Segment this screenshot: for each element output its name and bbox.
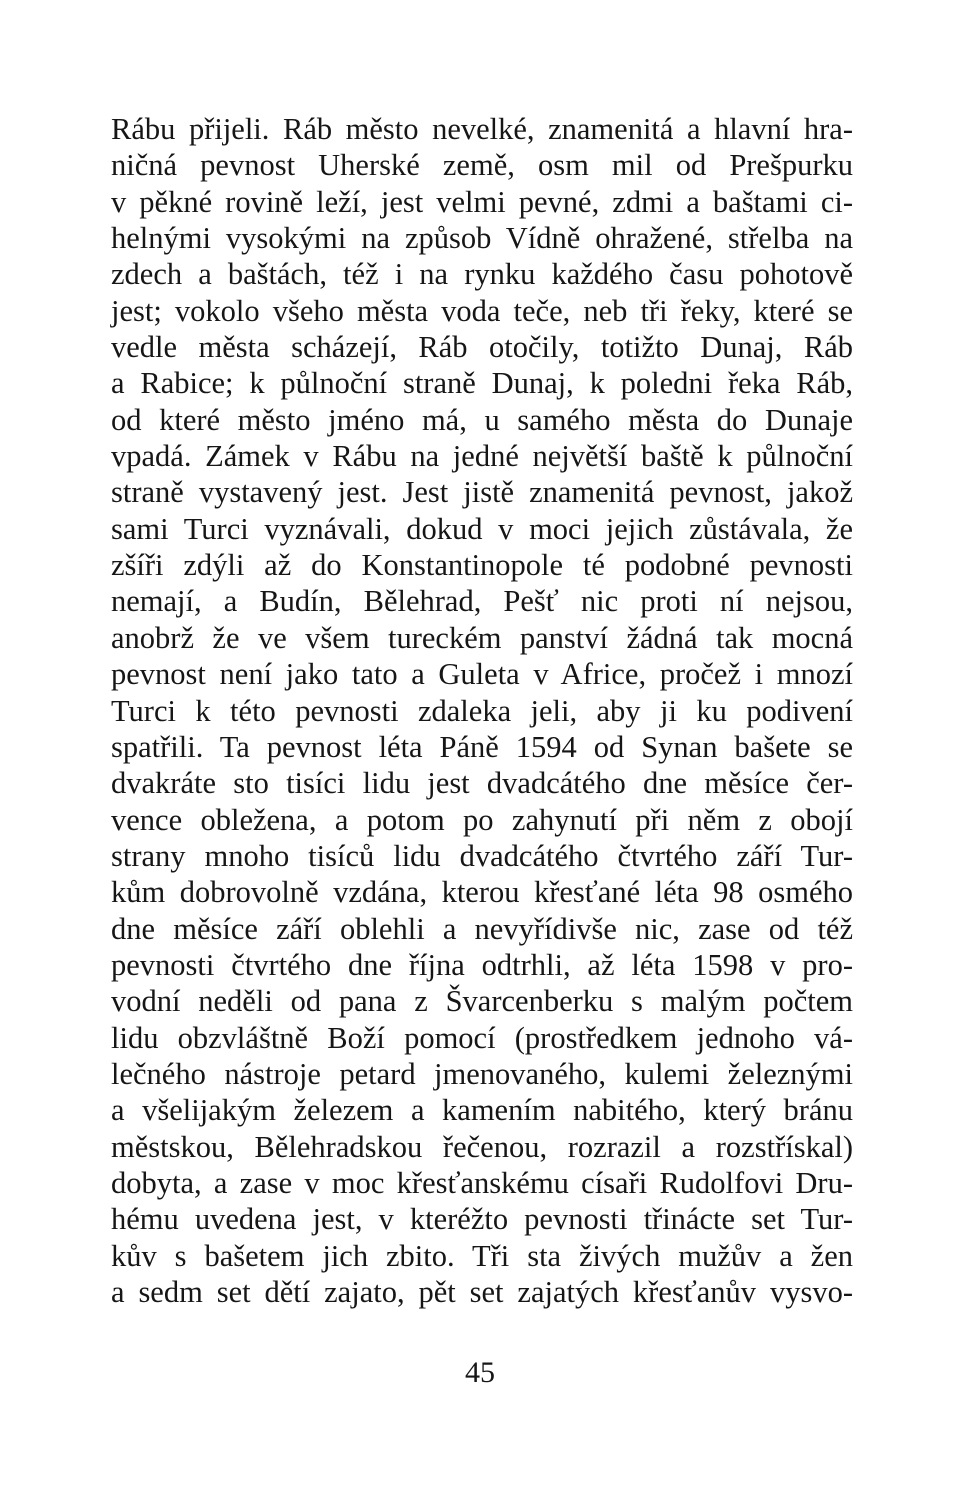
body-text <box>111 111 853 1310</box>
text-line: dne měsíce září oblehli a nevyřídivše nic, zase od též <box>111 911 853 946</box>
text-line: dvakráte sto tisíci lidu jest dvadcátého dne měsíce čer- <box>111 766 853 801</box>
text-line: pevnost není jako tato a Guleta v Africe, pročež i mnozí <box>111 657 853 692</box>
text-line: a sedm set dětí zajato, pět set zajatých křesťanův vysvo- <box>111 1275 853 1309</box>
text-line: kův s bašetem jich zbito. Tři sta živých mužův a žen <box>111 1238 853 1273</box>
text-line: jest; vokolo všeho města voda teče, neb tři řeky, které se <box>111 293 853 328</box>
text-line: vence obležena, a potom po zahynutí při něm z obojí <box>111 802 853 837</box>
text-line: vedle města scházejí, Ráb otočily, totižto Dunaj, Ráb <box>111 330 853 365</box>
text-line: v pěkné rovině leží, jest velmi pevné, zdmi a baštami ci- <box>111 184 853 219</box>
text-line: sami Turci vyznávali, dokud v moci jejich zůstávala, že <box>111 511 853 546</box>
text-line: straně vystavený jest. Jest jistě znamenitá pevnost, jakož <box>111 475 853 510</box>
text-line: kům dobrovolně vzdána, kterou křesťané léta 98 osmého <box>111 875 853 910</box>
text-line: dobyta, a zase v moc křesťanskému císaři Rudolfovi Dru- <box>111 1165 853 1200</box>
text-line: Rábu přijeli. Ráb město nevelké, znamenitá a hlavní hra- <box>111 112 853 146</box>
text-line: ničná pevnost Uherské země, osm mil od Prešpurku <box>111 148 853 183</box>
text-line: lečného nástroje petard jmenovaného, kulemi železnými <box>111 1056 853 1091</box>
text-line: zdech a baštách, též i na rynku každého času pohotově <box>111 257 853 292</box>
text-line: pevnosti čtvrtého dne října odtrhli, až léta 1598 v pro- <box>111 947 853 982</box>
text-line: nemají, a Budín, Bělehrad, Pešť nic proti ní nejsou, <box>111 584 853 619</box>
text-line: od které město jméno má, u samého města do Dunaje <box>111 402 853 437</box>
text-line: a všelijakým železem a kamením nabitého, který bránu <box>111 1093 853 1128</box>
text-line: lidu obzvláštně Boží pomocí (prostředkem jednoho vá- <box>111 1020 853 1055</box>
page-number: 45 <box>465 1356 495 1389</box>
text-line: anobrž že ve všem tureckém panství žádná tak mocná <box>111 620 853 655</box>
text-line: Turci k této pevnosti zdaleka jeli, aby ji ku podivení <box>111 693 853 728</box>
text-line: vpadá. Zámek v Rábu na jedné největší baště k půlnoční <box>111 439 853 474</box>
text-line: spatřili. Ta pevnost léta Páně 1594 od Synan bašete se <box>111 729 853 764</box>
text-line: vodní neděli od pana z Švarcenberku s malým počtem <box>111 984 853 1019</box>
text-line: městskou, Bělehradskou řečenou, rozrazil a rozstřískal) <box>111 1129 853 1164</box>
text-line: helnými vysokými na způsob Vídně ohražené, střelba na <box>111 221 853 256</box>
text-line: strany mnoho tisíců lidu dvadcátého čtvrtého září Tur- <box>111 838 853 873</box>
text-line: hému uvedena jest, v kteréžto pevnosti třinácte set Tur- <box>111 1202 853 1237</box>
text-line: zšíři zdýli až do Konstantinopole té podobné pevnosti <box>111 548 853 583</box>
text-line: a Rabice; k půlnoční straně Dunaj, k poledni řeka Ráb, <box>111 366 853 401</box>
